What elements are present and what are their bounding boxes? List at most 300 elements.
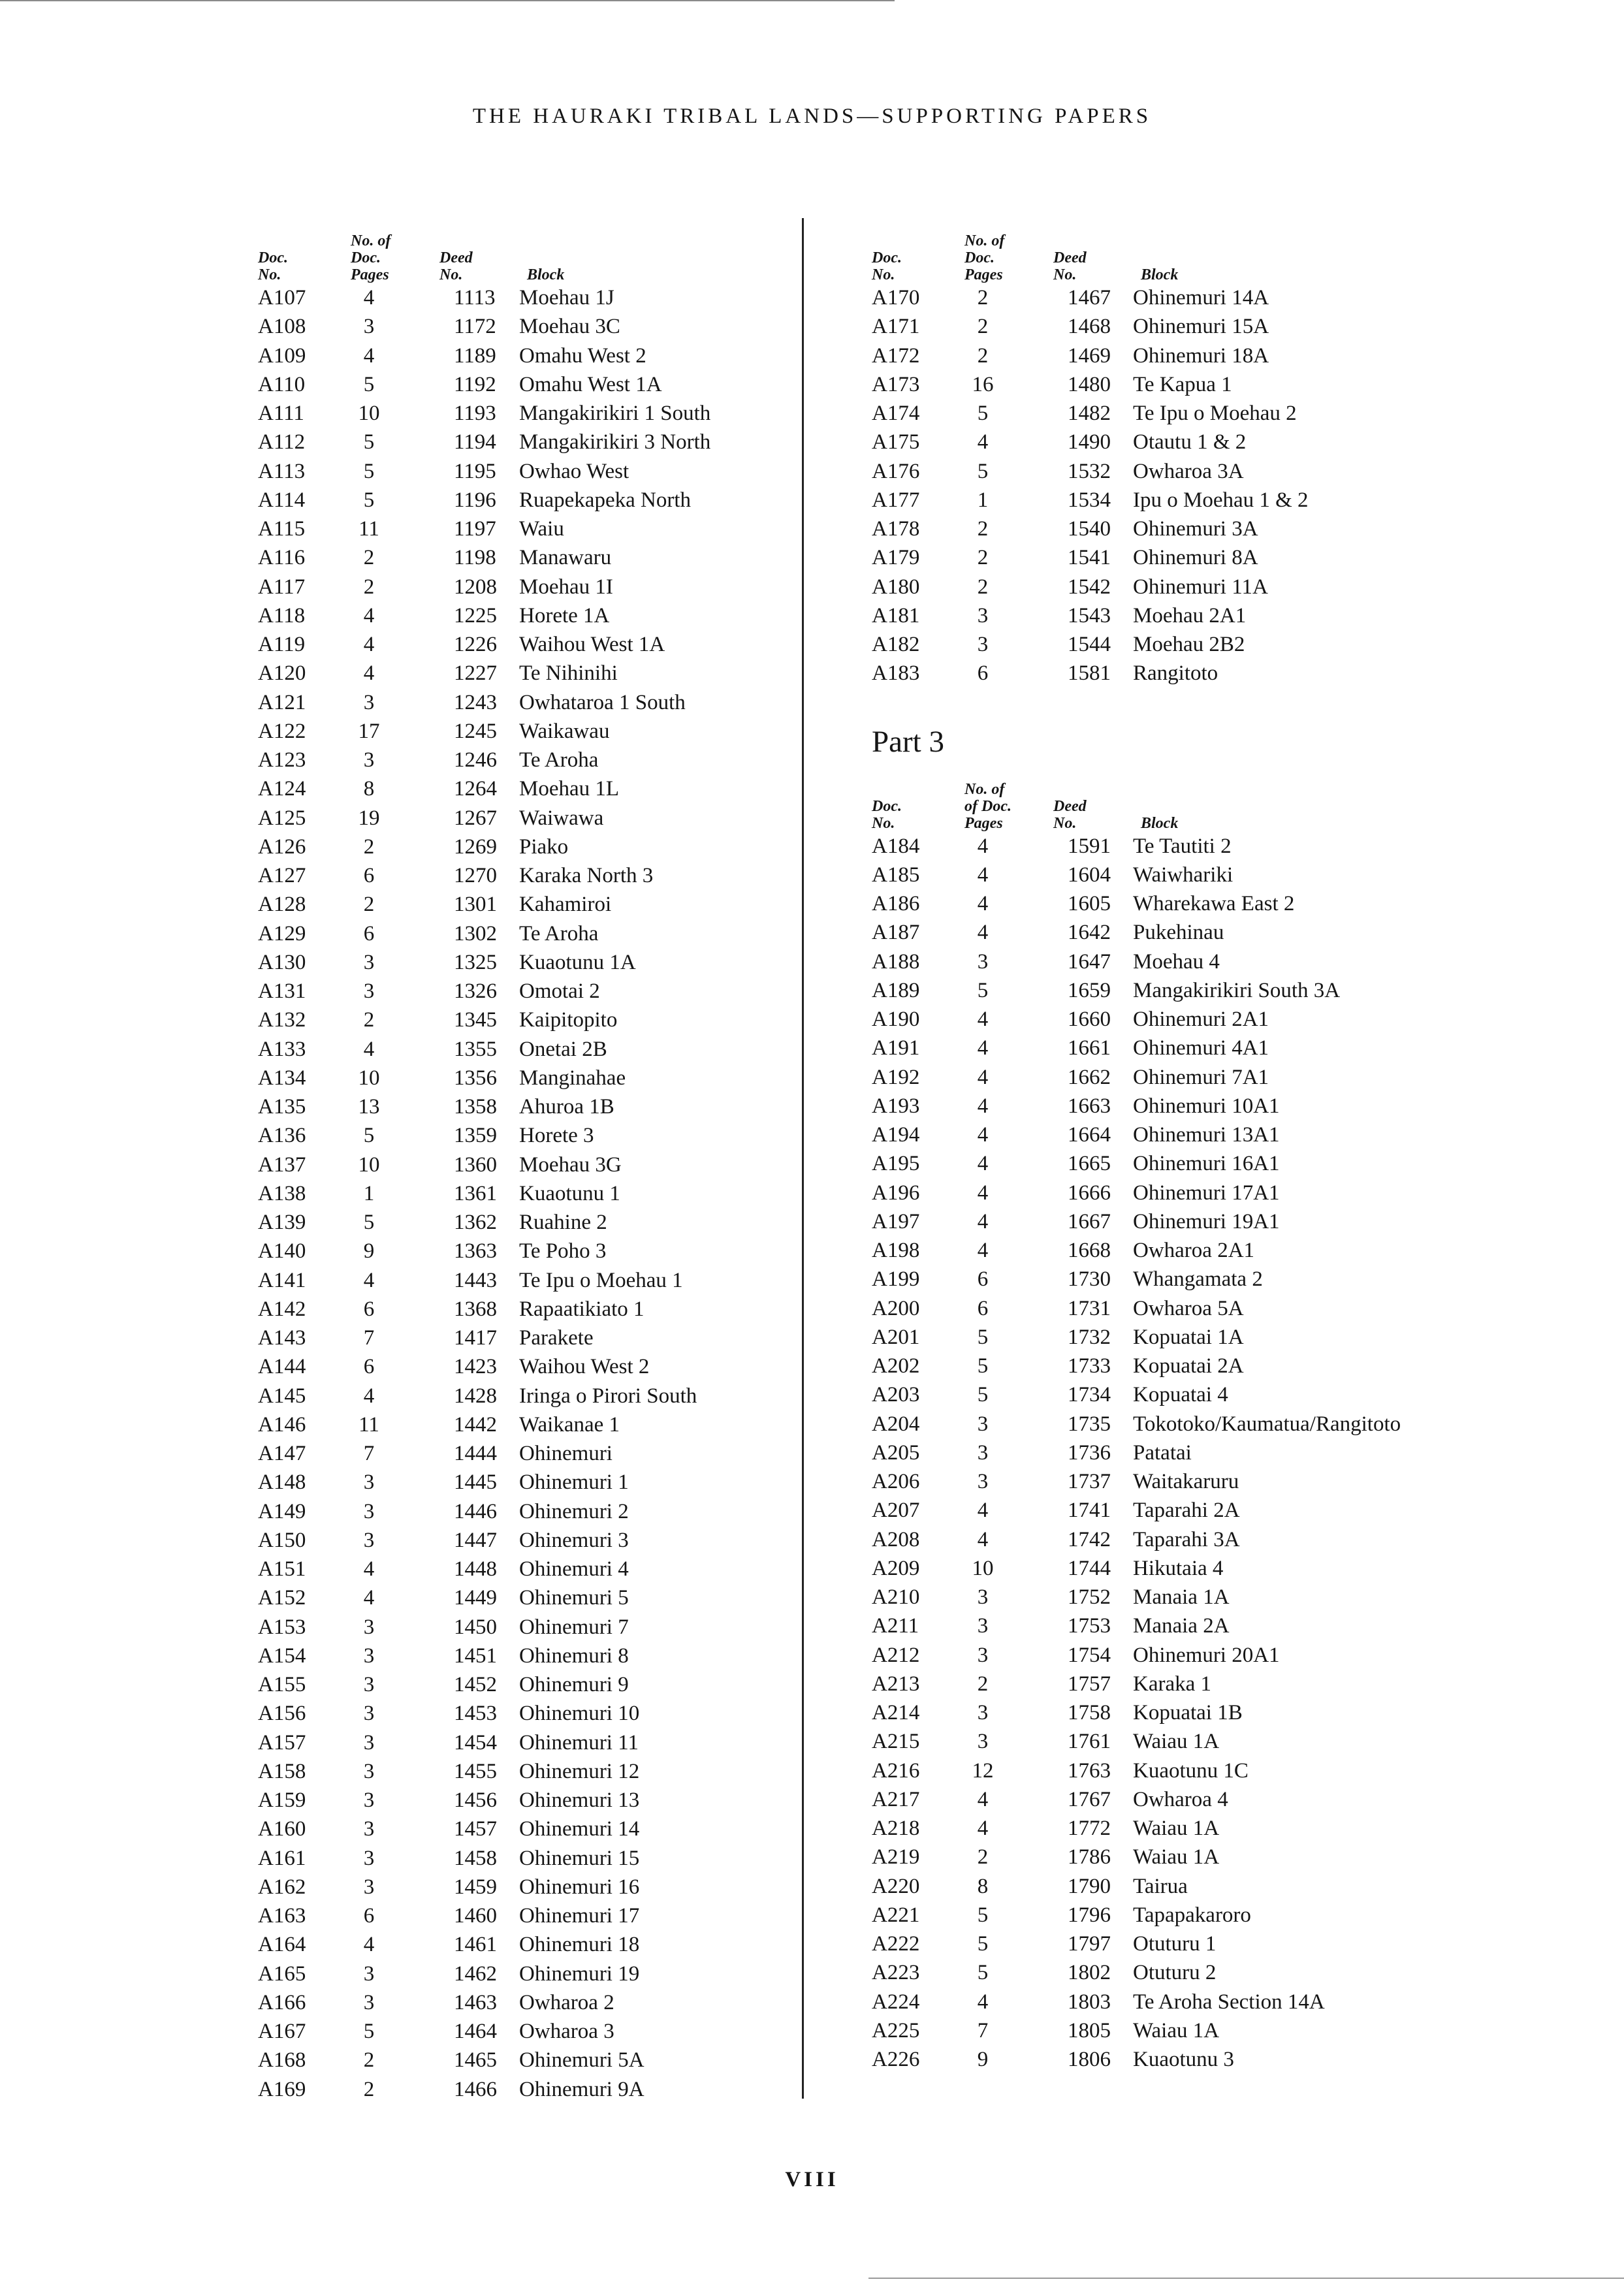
doc-no-cell: A159: [258, 1788, 306, 1812]
block-cell: Karaka North 3: [519, 864, 654, 887]
table-row: [258, 428, 800, 456]
pages-cell: 3: [363, 1990, 375, 2014]
table-row: [258, 659, 800, 688]
pages-cell: 3: [363, 1528, 375, 1552]
deed-no-cell: 1264: [454, 777, 497, 801]
table-row: [258, 573, 800, 601]
left-column: [258, 215, 800, 2104]
pages-cell: 3: [363, 1730, 375, 1755]
pages-cell: 3: [363, 1673, 375, 1696]
block-header: Block: [527, 266, 565, 283]
doc-no-cell: A110: [258, 372, 306, 396]
pages-cell: 1: [363, 1181, 375, 1205]
table-row: [872, 1352, 1486, 1380]
table-row: [258, 515, 800, 543]
pages-cell: 2: [363, 2077, 375, 2101]
deed-no-cell: 1661: [1068, 1036, 1111, 1060]
pages-cell: 4: [977, 1181, 989, 1205]
deed-no-cell: 1192: [454, 372, 496, 396]
doc-no-cell: A127: [258, 864, 306, 887]
block-cell: Ohinemuri 13: [519, 1788, 640, 1812]
pages-cell: 3: [977, 1643, 989, 1667]
deed-no-cell: 1450: [454, 1615, 497, 1639]
table-row: [258, 1699, 800, 1728]
column-divider: [802, 218, 804, 2099]
table-row: [258, 717, 800, 746]
table-row: [258, 2046, 800, 2074]
doc-no-cell: A143: [258, 1326, 306, 1350]
doc-no-cell: A151: [258, 1557, 306, 1581]
doc-no-cell: A115: [258, 517, 306, 541]
doc-no-cell: A147: [258, 1442, 306, 1465]
pages-cell: 16: [972, 372, 994, 396]
doc-pages-header: No. of Doc. Pages: [964, 232, 1005, 283]
pages-cell: 12: [972, 1758, 994, 1783]
block-cell: Kaipitopito: [519, 1008, 618, 1032]
deed-no-cell: 1542: [1068, 575, 1111, 599]
doc-no-cell: A217: [872, 1787, 920, 1811]
deed-no-cell: 1806: [1068, 2048, 1111, 2071]
block-cell: Ohinemuri 3A: [1133, 517, 1258, 541]
deed-no-cell: 1198: [454, 546, 496, 570]
deed-no-cell: 1659: [1068, 978, 1111, 1002]
doc-no-cell: A223: [872, 1961, 920, 1985]
block-cell: Kopuatai 1B: [1133, 1701, 1243, 1724]
table-row: [872, 1410, 1486, 1438]
table-row: [258, 1757, 800, 1786]
pages-cell: 5: [363, 488, 375, 512]
table-row: [258, 1526, 800, 1555]
block-cell: Waiwhariki: [1133, 863, 1234, 887]
table-row: [258, 2075, 800, 2104]
table-row: [258, 919, 800, 948]
deed-no-cell: 1356: [454, 1066, 497, 1090]
deed-no-cell: 1454: [454, 1730, 497, 1755]
deed-no-cell: 1444: [454, 1442, 497, 1465]
doc-no-cell: A132: [258, 1008, 306, 1032]
block-cell: Taparahi 3A: [1133, 1527, 1240, 1551]
table-row: [258, 1583, 800, 1612]
pages-cell: 3: [977, 949, 989, 974]
deed-no-cell: 1447: [454, 1528, 497, 1552]
deed-no-cell: 1269: [454, 834, 497, 859]
block-cell: Ohinemuri 11A: [1133, 575, 1268, 599]
deed-no-cell: 1741: [1068, 1499, 1111, 1523]
table-row: [872, 1612, 1486, 1640]
table-row: [258, 1006, 800, 1034]
block-cell: Moehau 1J: [519, 286, 614, 310]
deed-no-cell: 1301: [454, 893, 497, 917]
table-row: [872, 1554, 1486, 1583]
doc-no-cell: A133: [258, 1037, 306, 1061]
pages-cell: 3: [977, 1412, 989, 1436]
deed-no-cell: 1459: [454, 1875, 497, 1899]
table-row: [258, 1237, 800, 1265]
doc-no-cell: A157: [258, 1730, 306, 1755]
deed-no-cell: 1605: [1068, 892, 1111, 915]
deed-no-cell: 1227: [454, 661, 497, 686]
deed-no-cell: 1742: [1068, 1527, 1111, 1551]
deed-no-cell: 1660: [1068, 1008, 1111, 1031]
block-cell: Whangamata 2: [1133, 1267, 1263, 1292]
table-row: [872, 1901, 1486, 1930]
block-cell: Ohinemuri 7A1: [1133, 1065, 1269, 1089]
table-row: [872, 659, 1486, 688]
doc-no-header: Doc. No.: [872, 797, 902, 832]
doc-no-cell: A171: [872, 315, 920, 339]
pages-cell: 4: [977, 1990, 989, 2014]
block-cell: Ohinemuri 4: [519, 1557, 629, 1581]
doc-no-cell: A207: [872, 1499, 920, 1523]
table-row: [872, 399, 1486, 428]
deed-no-cell: 1752: [1068, 1585, 1111, 1609]
deed-no-cell: 1468: [1068, 315, 1111, 339]
table-row: [872, 1323, 1486, 1352]
table-row: [258, 1324, 800, 1352]
doc-no-cell: A206: [872, 1470, 920, 1493]
pages-cell: 3: [363, 1759, 375, 1783]
block-cell: Rapaatikiato 1: [519, 1297, 645, 1321]
table-row: [258, 1642, 800, 1670]
table-row: [872, 515, 1486, 543]
doc-no-cell: A135: [258, 1095, 306, 1119]
page-header: THE HAURAKI TRIBAL LANDS—SUPPORTING PAPERS: [472, 104, 1152, 128]
deed-no-cell: 1452: [454, 1673, 497, 1696]
doc-no-cell: A122: [258, 719, 306, 743]
table-row: [872, 1063, 1486, 1092]
pages-cell: 4: [977, 1036, 989, 1060]
doc-no-header: Doc. No.: [258, 249, 288, 283]
doc-no-cell: A131: [258, 979, 306, 1003]
table-row: [872, 2016, 1486, 2045]
table-row: [872, 1236, 1486, 1265]
pages-cell: 4: [977, 1209, 989, 1233]
pages-cell: 6: [977, 1267, 989, 1292]
pages-cell: 11: [358, 1412, 379, 1437]
table-row: [258, 1786, 800, 1815]
pages-cell: 9: [363, 1239, 375, 1263]
pages-cell: 2: [363, 546, 375, 570]
table-row: [258, 2017, 800, 2046]
block-cell: Ohinemuri 17: [519, 1904, 640, 1928]
block-cell: Ohinemuri 8A: [1133, 546, 1258, 570]
table-row: [872, 1438, 1486, 1467]
doc-no-cell: A198: [872, 1239, 920, 1262]
pages-cell: 4: [977, 1008, 989, 1031]
table-row: [258, 457, 800, 486]
block-cell: Patatai: [1133, 1440, 1192, 1465]
block-cell: Kuaotunu 3: [1133, 2048, 1234, 2071]
pages-cell: 3: [363, 690, 375, 714]
table-row: [872, 1698, 1486, 1727]
doc-no-cell: A140: [258, 1239, 306, 1263]
deed-no-cell: 1731: [1068, 1296, 1111, 1320]
pages-cell: 4: [977, 1094, 989, 1118]
pages-cell: 4: [977, 863, 989, 887]
deed-no-cell: 1757: [1068, 1672, 1111, 1696]
block-cell: Ohinemuri 12: [519, 1759, 640, 1783]
deed-no-cell: 1196: [454, 488, 496, 512]
pages-cell: 3: [977, 1470, 989, 1493]
doc-no-cell: A149: [258, 1499, 306, 1523]
pages-cell: 4: [363, 1384, 375, 1408]
deed-no-cell: 1362: [454, 1211, 497, 1234]
doc-no-cell: A119: [258, 633, 306, 656]
doc-no-cell: A190: [872, 1008, 920, 1031]
deed-no-cell: 1490: [1068, 430, 1111, 454]
deed-no-cell: 1446: [454, 1499, 497, 1523]
block-cell: Ipu o Moehau 1 & 2: [1133, 488, 1309, 512]
deed-no-cell: 1753: [1068, 1614, 1111, 1638]
deed-no-cell: 1786: [1068, 1845, 1111, 1869]
block-cell: Omotai 2: [519, 979, 600, 1003]
doc-no-cell: A211: [872, 1614, 919, 1638]
doc-no-cell: A142: [258, 1297, 306, 1321]
pages-cell: 19: [358, 806, 380, 830]
table-row: [258, 1930, 800, 1959]
deed-no-cell: 1363: [454, 1239, 497, 1263]
doc-no-cell: A150: [258, 1528, 306, 1552]
table-row: [258, 1960, 800, 1988]
deed-no-cell: 1761: [1068, 1730, 1111, 1754]
deed-no-cell: 1754: [1068, 1643, 1111, 1667]
table-row: [258, 1613, 800, 1642]
block-cell: Ohinemuri 9: [519, 1673, 629, 1696]
pages-cell: 6: [363, 1355, 375, 1379]
doc-no-cell: A107: [258, 286, 306, 310]
doc-no-cell: A167: [258, 2020, 306, 2043]
doc-no-cell: A154: [258, 1644, 306, 1668]
block-cell: Owharoa 3: [519, 2020, 614, 2043]
deed-no-cell: 1302: [454, 921, 497, 945]
pages-cell: 3: [363, 1644, 375, 1668]
doc-no-cell: A212: [872, 1643, 920, 1667]
pages-cell: 2: [363, 893, 375, 917]
table-row: [258, 1179, 800, 1208]
doc-no-cell: A108: [258, 315, 306, 339]
left-column-headers: [258, 215, 800, 283]
block-cell: Kahamiroi: [519, 893, 612, 917]
block-cell: Kuaotunu 1C: [1133, 1758, 1249, 1783]
block-cell: Parakete: [519, 1326, 594, 1350]
pages-cell: 4: [977, 921, 989, 945]
table-row: [258, 1728, 800, 1757]
table-row: [872, 1294, 1486, 1323]
deed-no-cell: 1480: [1068, 372, 1111, 396]
block-cell: Ohinemuri 16: [519, 1875, 640, 1899]
pages-cell: 2: [977, 1672, 989, 1696]
pages-cell: 3: [363, 748, 375, 772]
block-cell: Tapapakaroro: [1133, 1903, 1251, 1927]
block-cell: Ohinemuri 10A1: [1133, 1094, 1280, 1118]
block-cell: Owharoa 5A: [1133, 1296, 1244, 1320]
block-cell: Ohinemuri 8: [519, 1644, 629, 1668]
block-cell: Ohinemuri 16A1: [1133, 1152, 1280, 1176]
deed-no-cell: 1325: [454, 950, 497, 974]
deed-no-cell: 1464: [454, 2020, 497, 2043]
table-row: [258, 1035, 800, 1064]
deed-no-cell: 1361: [454, 1181, 497, 1205]
block-cell: Kopuatai 1A: [1133, 1325, 1244, 1349]
deed-no-cell: 1226: [454, 633, 497, 656]
pages-cell: 5: [363, 1124, 375, 1148]
table-row: [258, 399, 800, 428]
table-row: [872, 1814, 1486, 1843]
doc-no-cell: A114: [258, 488, 306, 512]
block-cell: Kopuatai 4: [1133, 1383, 1228, 1407]
doc-no-cell: A129: [258, 921, 306, 945]
pages-cell: 10: [358, 402, 380, 425]
block-cell: Te Poho 3: [519, 1239, 607, 1263]
doc-no-cell: A216: [872, 1758, 920, 1783]
doc-no-cell: A222: [872, 1932, 920, 1956]
pages-cell: 5: [977, 1354, 989, 1378]
table-row: [872, 947, 1486, 976]
doc-no-cell: A153: [258, 1615, 306, 1639]
bottom-rule: [868, 2278, 1624, 2279]
doc-no-cell: A169: [258, 2077, 306, 2101]
block-cell: Karaka 1: [1133, 1672, 1212, 1696]
deed-no-cell: 1359: [454, 1124, 497, 1148]
doc-no-cell: A192: [872, 1065, 920, 1089]
pages-cell: 4: [977, 1239, 989, 1262]
doc-no-cell: A226: [872, 2048, 920, 2071]
pages-cell: 3: [363, 1962, 375, 1986]
pages-cell: 11: [358, 517, 379, 541]
table-row: [258, 1873, 800, 1901]
deed-no-cell: 1453: [454, 1702, 497, 1726]
doc-no-cell: A141: [258, 1268, 306, 1292]
block-cell: Ohinemuri 19A1: [1133, 1209, 1280, 1233]
pages-cell: 17: [358, 719, 380, 743]
deed-no-cell: 1732: [1068, 1325, 1111, 1349]
pages-cell: 3: [977, 1440, 989, 1465]
pages-cell: 7: [977, 2018, 989, 2042]
left-table-body: [258, 283, 800, 2104]
table-row: [872, 2045, 1486, 2074]
deed-no-cell: 1744: [1068, 1556, 1111, 1580]
pages-cell: 4: [977, 1152, 989, 1176]
table-row: [872, 1179, 1486, 1207]
deed-no-cell: 1451: [454, 1644, 497, 1668]
table-row: [258, 1295, 800, 1324]
block-cell: Otuturu 2: [1133, 1961, 1217, 1985]
table-row: [872, 342, 1486, 370]
block-cell: Horete 3: [519, 1124, 594, 1148]
block-cell: Waiu: [519, 517, 564, 541]
block-cell: Kopuatai 2A: [1133, 1354, 1244, 1378]
pages-cell: 3: [977, 1701, 989, 1724]
doc-no-cell: A172: [872, 343, 920, 368]
block-cell: Kuaotunu 1: [519, 1181, 620, 1205]
table-row: [258, 601, 800, 630]
deed-no-cell: 1666: [1068, 1181, 1111, 1205]
table-row: [872, 601, 1486, 630]
deed-no-cell: 1270: [454, 864, 497, 887]
pages-cell: 4: [363, 343, 375, 368]
table-row: [872, 1872, 1486, 1901]
block-cell: Mangakirikiri 3 North: [519, 430, 711, 454]
table-row: [258, 804, 800, 833]
pages-cell: 4: [363, 1933, 375, 1957]
doc-no-cell: A197: [872, 1209, 920, 1233]
block-cell: Wharekawa East 2: [1133, 892, 1295, 915]
pages-cell: 6: [977, 1296, 989, 1320]
pages-cell: 6: [977, 661, 989, 686]
deed-no-cell: 1423: [454, 1355, 497, 1379]
deed-no-cell: 1417: [454, 1326, 497, 1350]
table-row: [872, 1380, 1486, 1409]
pages-cell: 4: [363, 633, 375, 656]
block-cell: Te Ipu o Moehau 2: [1133, 402, 1297, 425]
table-row: [872, 1670, 1486, 1698]
part-3-table-body: [872, 832, 1486, 2074]
doc-no-cell: A117: [258, 575, 306, 599]
table-row: [872, 1120, 1486, 1149]
pages-cell: 13: [358, 1095, 380, 1119]
deed-no-cell: 1345: [454, 1008, 497, 1032]
deed-no-cell: 1767: [1068, 1787, 1111, 1811]
block-header: Block: [1141, 814, 1179, 832]
deed-no-cell: 1225: [454, 603, 497, 628]
deed-no-cell: 1448: [454, 1557, 497, 1581]
doc-no-cell: A152: [258, 1586, 306, 1610]
block-cell: Ahuroa 1B: [519, 1095, 614, 1119]
table-row: [872, 370, 1486, 399]
pages-cell: 5: [363, 430, 375, 454]
deed-no-cell: 1445: [454, 1470, 497, 1495]
deed-no-cell: 1534: [1068, 488, 1111, 512]
pages-cell: 4: [977, 834, 989, 858]
table-row: [258, 543, 800, 572]
block-cell: Moehau 1I: [519, 575, 613, 599]
deed-no-cell: 1736: [1068, 1440, 1111, 1465]
block-cell: Ohinemuri: [519, 1442, 613, 1465]
deed-no-cell: 1442: [454, 1412, 497, 1437]
doc-no-cell: A128: [258, 893, 306, 917]
table-row: [258, 1555, 800, 1583]
deed-no-cell: 1805: [1068, 2018, 1111, 2042]
doc-no-cell: A165: [258, 1962, 306, 1986]
pages-cell: 2: [363, 834, 375, 859]
block-cell: Ohinemuri 15: [519, 1846, 640, 1870]
block-cell: Ohinemuri 15A: [1133, 315, 1269, 339]
block-cell: Te Tautiti 2: [1133, 834, 1232, 858]
right-table-body: [872, 283, 1486, 688]
doc-no-cell: A162: [258, 1875, 306, 1899]
doc-no-cell: A180: [872, 575, 920, 599]
doc-no-cell: A148: [258, 1470, 306, 1495]
block-cell: Owharoa 4: [1133, 1787, 1228, 1811]
pages-cell: 5: [363, 1211, 375, 1234]
pages-cell: 4: [977, 1787, 989, 1811]
block-cell: Mangakirikiri 1 South: [519, 402, 711, 425]
doc-no-cell: A134: [258, 1066, 306, 1090]
deed-no-cell: 1797: [1068, 1932, 1111, 1956]
doc-no-cell: A189: [872, 978, 920, 1002]
doc-no-cell: A187: [872, 921, 920, 945]
doc-no-cell: A200: [872, 1296, 920, 1320]
table-row: [872, 918, 1486, 947]
doc-no-cell: A204: [872, 1412, 920, 1436]
deed-no-cell: 1467: [1068, 286, 1111, 310]
deed-no-cell: 1733: [1068, 1354, 1111, 1378]
table-row: [872, 1988, 1486, 2016]
doc-no-cell: A136: [258, 1124, 306, 1148]
doc-no-cell: A193: [872, 1094, 920, 1118]
pages-cell: 4: [977, 1499, 989, 1523]
table-row: [872, 1958, 1486, 1987]
